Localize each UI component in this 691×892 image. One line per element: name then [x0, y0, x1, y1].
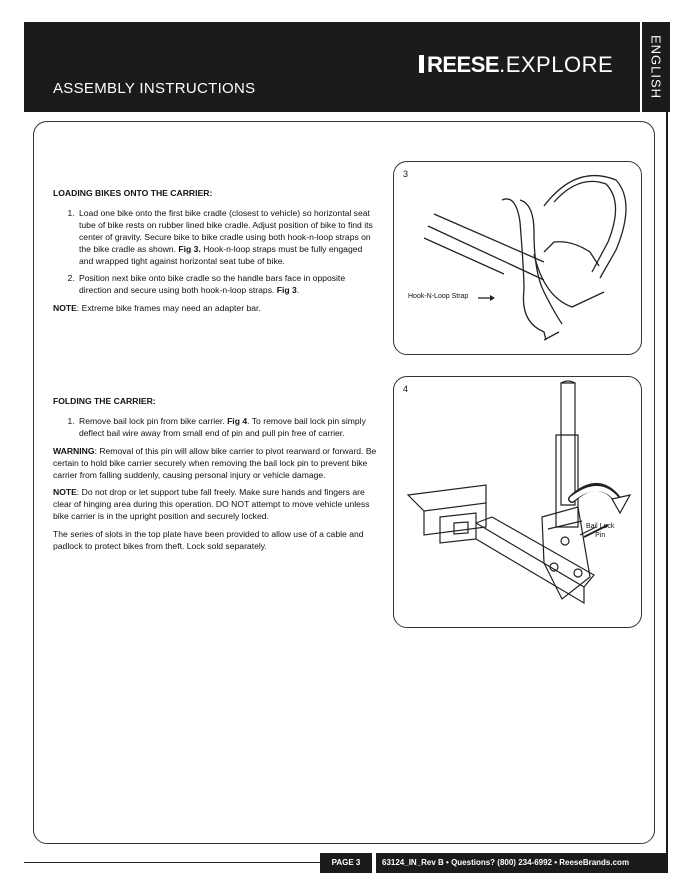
slots-paragraph: The series of slots in the top plate have been provided to allow use of a cable and padlock to protect bikes from theft. Lock sold separately. — [53, 529, 364, 552]
hook-n-loop-label: Hook-N-Loop Strap — [408, 293, 469, 300]
header-bar — [24, 22, 640, 112]
bail-lock-pin-label: Bail Lock Pin — [586, 523, 615, 539]
note-paragraph: NOTE: Do not drop or let support tube fall freely. Make sure hands and fingers are clear of hinging area during this operation. DO NOT attempt to move vehicle unless bike carrier is in the upright position and securely locked. — [53, 487, 370, 522]
section-heading-loading: LOADING BIKES ONTO THE CARRIER: — [53, 188, 213, 198]
arrow-icon — [490, 295, 495, 301]
list-item: 1. Load one bike onto the first bike cradle (closest to vehicle) so horizontal seat tube of bike rests on rubber lined bike cradle. Adjust position of bike to find its center of gravity. Secure bike to bike cradle using both hook-n-loop straps on the bike cradle as shown. Fig 3. Hook-n-loop straps must be fully engaged and wrapped tight against horizontal seat tube of bike. — [77, 208, 378, 268]
list-item: 2. Position next bike onto bike cradle so the handle bars face in opposite direction and secure using both hook-n-loop straps. Fig 3. — [77, 273, 378, 297]
hitch-bail-lock-illustration — [394, 377, 643, 629]
loading-steps — [53, 208, 378, 297]
language-tab — [640, 22, 670, 112]
note-extreme-frames: NOTE: Extreme bike frames may need an adapter bar. — [53, 303, 261, 314]
figure-4 — [393, 376, 642, 628]
list-item: 1. Remove bail lock pin from bike carrier. Fig 4. To remove bail lock pin simply deflect bail wire away from small end of pin and pull pin free of carrier. — [77, 416, 378, 440]
warning-paragraph: WARNING: Removal of this pin will allow bike carrier to pivot rearward or forward. Be certain to hold bike carrier securely when removing the bail lock pin to prevent bike carrier from falling suddenly, causing personal injury or vehicle damage. — [53, 445, 377, 480]
footer-info: 63124_IN_Rev B • Questions? (800) 234-6992 • ReeseBrands.com — [376, 853, 668, 873]
folding-section — [53, 396, 378, 559]
language-label: ENGLISH — [648, 34, 664, 100]
right-edge-rule — [666, 112, 668, 854]
figure-3 — [393, 161, 642, 355]
page-title: ASSEMBLY INSTRUCTIONS — [53, 80, 256, 97]
loading-section — [53, 188, 378, 321]
section-heading-folding: FOLDING THE CARRIER: — [53, 396, 156, 406]
bike-cradle-strap-illustration — [394, 162, 643, 356]
footer-rule — [24, 862, 320, 863]
brand-name-bold: REESE — [427, 52, 500, 77]
brand-name-light: .EXPLORE — [499, 52, 614, 77]
brand-logo — [419, 52, 613, 78]
brand-bar-icon — [419, 55, 424, 73]
folding-steps — [53, 416, 378, 440]
figure-number: 3 — [403, 169, 409, 179]
figure-number: 4 — [403, 384, 409, 394]
page-number: PAGE 3 — [320, 853, 372, 873]
